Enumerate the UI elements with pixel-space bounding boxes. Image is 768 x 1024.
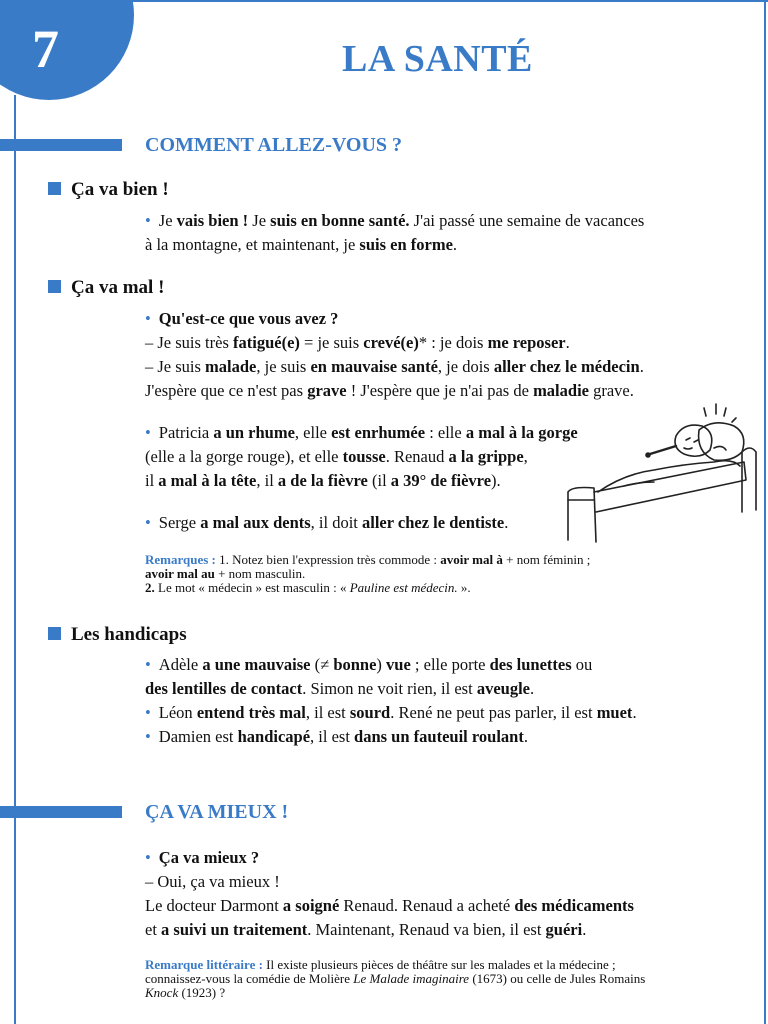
ca-va-mal-dialogue: • Qu'est-ce que vous avez ? – Je suis très fatigué(e) = je suis crevé(e)* : je dois me reposer. – Je suis malade, je suis en mauvaise santé, je dois aller chez le médecin. J'espère que ce n'est pas grave ! J'espère que je n'ai pas de maladie grave. <box>145 309 644 400</box>
bullet-icon: • <box>145 211 151 230</box>
sick-in-bed-illustration <box>564 400 764 550</box>
section-title: ÇA VA MIEUX ! <box>145 801 289 823</box>
section-bar <box>0 806 122 818</box>
literary-remark-label: Remarque littéraire : <box>145 957 263 972</box>
square-bullet-icon <box>48 182 61 195</box>
bullet-icon: • <box>145 513 151 532</box>
remarks-label: Remarques : <box>145 552 216 567</box>
section-title: COMMENT ALLEZ-VOUS ? <box>145 134 403 156</box>
literary-remark: Remarque littéraire : Il existe plusieurs pièces de théâtre sur les malades et la médecine ; connaissez-vous la comédie de Molière Le Malade imaginaire (1673) ou celle de Jules Romains Knock (1923) ? <box>145 957 646 1000</box>
frame-right-line <box>764 0 766 1024</box>
ca-va-mieux-text: • Ça va mieux ? – Oui, ça va mieux ! Le docteur Darmont a soigné Renaud. Renaud a acheté des médicaments et a suivi un traitement. Maintenant, Renaud va bien, il est guéri. <box>145 848 634 939</box>
bullet-icon: • <box>145 423 151 442</box>
bullet-icon: • <box>145 703 151 722</box>
bullet-icon: • <box>145 655 151 674</box>
chapter-number: 7 <box>32 19 59 79</box>
bullet-icon: • <box>145 309 151 328</box>
handicaps-text: • Adèle a une mauvaise (≠ bonne) vue ; elle porte des lunettes ou des lentilles de contact. Simon ne voit rien, il est aveugle. • Léon entend très mal, il est sourd. René ne peut pas parler, il est muet. • Damien est handicapé, il est dans un fauteuil roulant. <box>145 655 637 746</box>
frame-left-line <box>14 95 16 1024</box>
bullet-icon: • <box>145 727 151 746</box>
subheading-ca-va-bien: Ça va bien ! <box>48 180 169 199</box>
chapter-badge <box>0 0 134 100</box>
patricia-text: • Patricia a un rhume, elle est enrhumée : elle a mal à la gorge (elle a la gorge rouge), et elle tousse. Renaud a la grippe, il a mal à la tête, il a de la fièvre (il a 39° de fièvre). <box>145 423 578 490</box>
page-title: LA SANTÉ <box>342 38 533 80</box>
section-bar <box>0 139 122 151</box>
subheading-ca-va-mal: Ça va mal ! <box>48 278 164 297</box>
ca-va-bien-text: • Je vais bien ! Je suis en bonne santé. J'ai passé une semaine de vacances à la montagne, et maintenant, je suis en forme. <box>145 211 645 254</box>
square-bullet-icon <box>48 627 61 640</box>
remarks-block: Remarques : 1. Notez bien l'expression très commode : avoir mal à + nom féminin ; avoir mal au + nom masculin. 2. Le mot « médecin » est masculin : « Pauline est médecin. ». <box>145 552 591 595</box>
square-bullet-icon <box>48 280 61 293</box>
serge-text: • Serge a mal aux dents, il doit aller chez le dentiste. <box>145 513 509 532</box>
frame-top-line <box>100 0 768 2</box>
subheading-handicaps: Les handicaps <box>48 625 187 644</box>
bullet-icon: • <box>145 848 151 867</box>
